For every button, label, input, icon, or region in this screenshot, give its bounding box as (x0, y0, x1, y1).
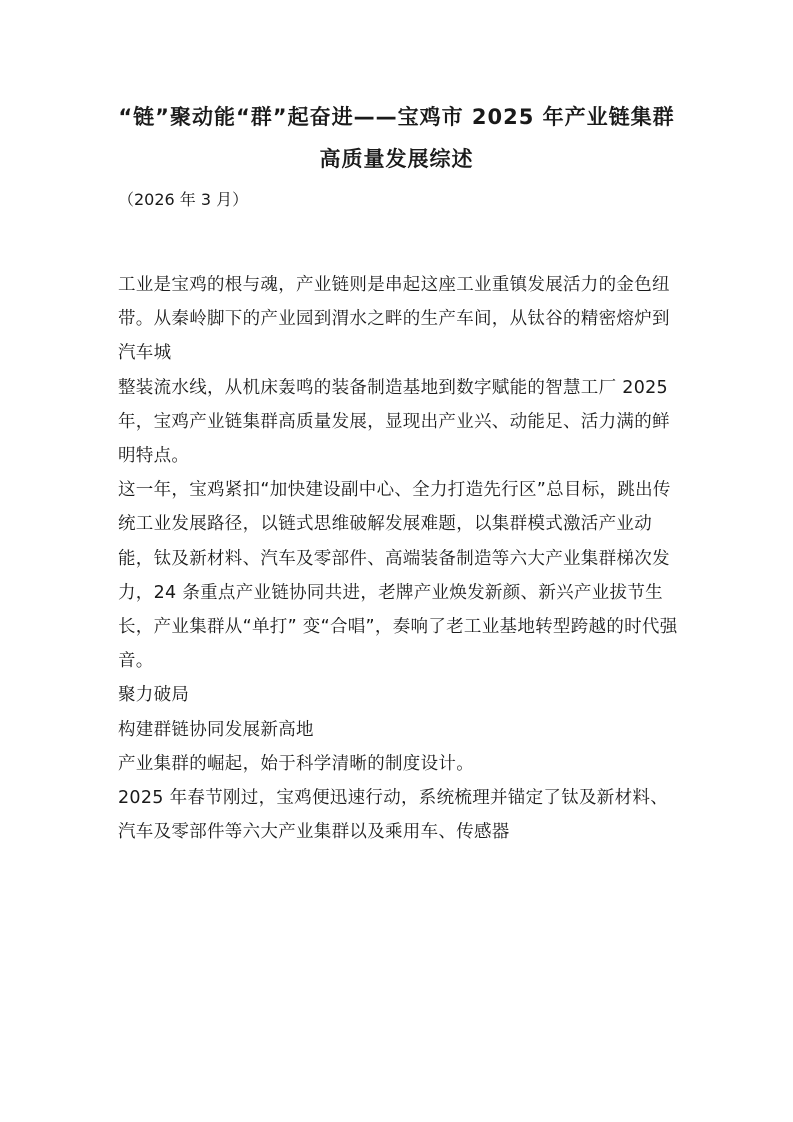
section-heading: 聚力破局 (118, 685, 190, 706)
paragraph: 整装流水线，从机床轰鸣的装备制造基地到数字赋能的智慧工厂 2025 年，宝鸡产业链集群高质量发展，显现出产业兴、动能足、活力满的鲜明特点。 (118, 377, 670, 467)
document-body (118, 268, 678, 849)
paragraph: 产业集群的崛起，始于科学清晰的制度设计。 (118, 753, 474, 774)
paragraph: 这一年，宝鸡紧扣“加快建设副中心、全力打造先行区”总目标，跳出传统工业发展路径，以链式思维破解发展难题，以集群模式激活产业动能，钛及新材料、汽车及零部件、高端装备制造等六大产业集群梯次发力，24 条重点产业链协同共进，老牌产业焕发新颜、新兴产业拔节生长，产业集群从“单打” 变“合唱”，奏响了老工业基地转型跨越的时代强音。 (118, 480, 678, 672)
document-date: （2026 年 3 月） (118, 190, 249, 209)
document-title: “链”聚动能“群”起奋进——宝鸡市 2025 年产业链集群高质量发展综述 (118, 105, 675, 171)
paragraph: 工业是宝鸡的根与魂，产业链则是串起这座工业重镇发展活力的金色纽带。从秦岭脚下的产业园到渭水之畔的生产车间，从钛谷的精密熔炉到汽车城 (118, 275, 670, 364)
section-subheading: 构建群链协同发展新高地 (118, 719, 314, 740)
paragraph: 2025 年春节刚过，宝鸡便迅速行动，系统梳理并锚定了钛及新材料、汽车及零部件等六大产业集群以及乘用车、传感器 (118, 788, 668, 843)
